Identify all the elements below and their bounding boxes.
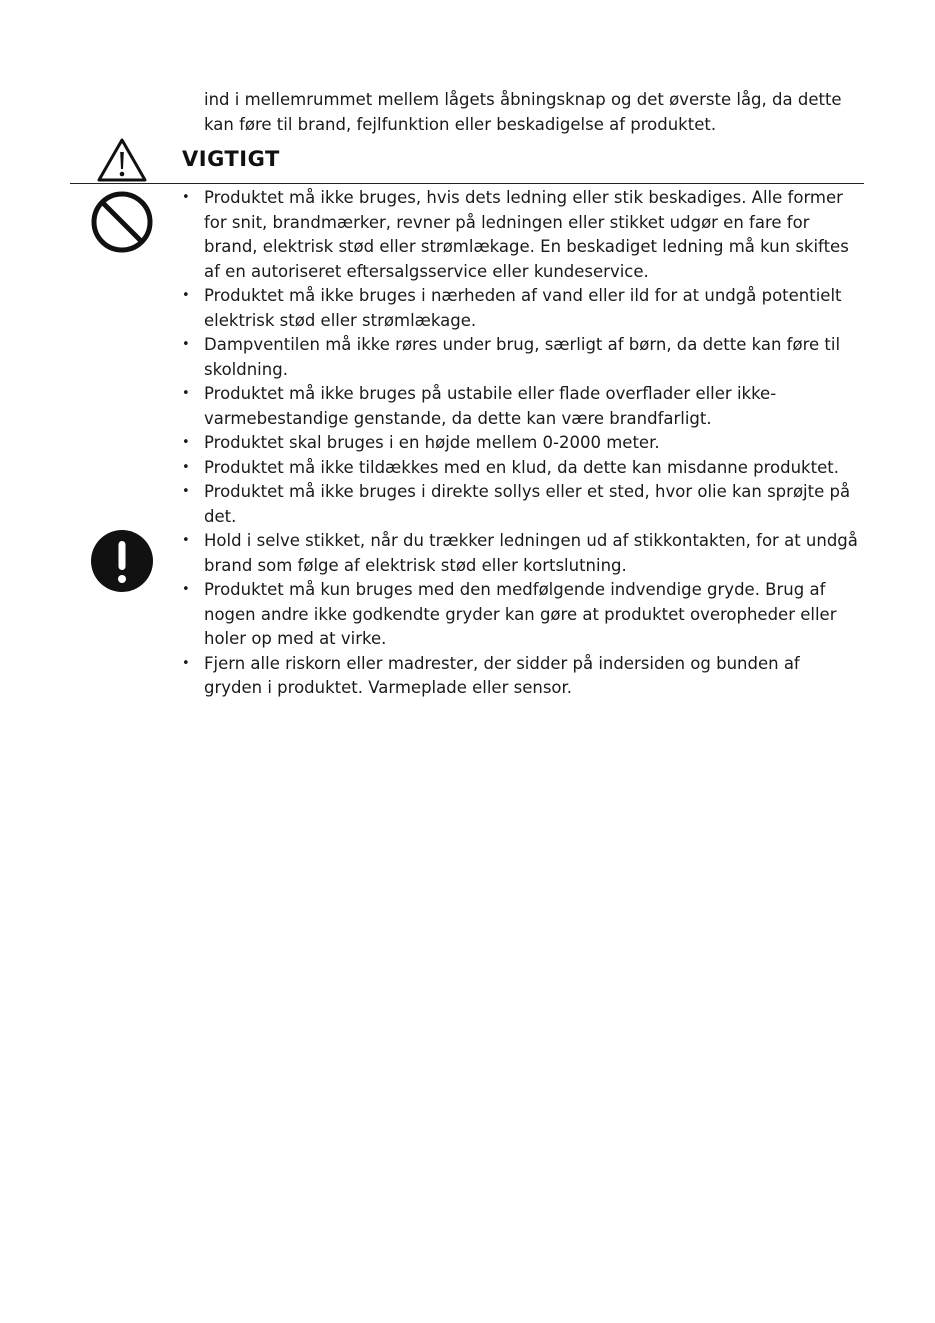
intro-text: ind i mellemrummet mellem lågets åbningsknap og det øverste låg, da dette kan føre til brand, fejlfunktion eller beskadigelse af produktet. — [204, 90, 842, 134]
prohibition-icon — [90, 190, 154, 254]
bullet: • — [182, 582, 190, 597]
list-item-text: Produktet må ikke bruges i direkte sollys eller et sted, hvor olie kan sprøjte på det. — [204, 482, 851, 526]
bullet: • — [182, 655, 190, 671]
list-item-text: Produktet må ikke bruges på ustabile eller flade overflader eller ikke-varmebestandige genstande, da dette kan være brandfarligt. — [204, 384, 777, 428]
list-item — [182, 456, 862, 481]
list-item-text: Produktet må kun bruges med den medfølgende indvendige gryde. Brug af nogen andre ikke godkendte gryder kan gøre at produktet overopheder eller holer op med at virke. — [204, 580, 837, 648]
list-item-text: Produktet må ikke bruges i nærheden af vand eller ild for at undgå potentielt elektrisk stød eller strømlækage. — [204, 286, 842, 330]
bullet: • — [182, 459, 190, 475]
section-heading: VIGTIGT — [182, 147, 280, 171]
heading-divider — [70, 183, 864, 184]
list-item-text: Produktet skal bruges i en højde mellem 0-2000 meter. — [204, 433, 660, 452]
list-item-text: Dampventilen må ikke røres under brug, særligt af børn, da dette kan føre til skoldning. — [204, 335, 841, 379]
list-item-text: Produktet må ikke bruges, hvis dets ledning eller stik beskadiges. Alle former for snit, brandmærker, revner på ledningen eller stikket udgør en fare for brand, elektrisk stød eller strømlækage. En beskadiget ledning må kun skiftes af en autoriseret eftersalgsservice eller kundeservice. — [204, 188, 849, 281]
list-item — [182, 529, 862, 578]
list-item-text: Hold i selve stikket, når du trækker ledningen ud af stikkontakten, for at undgå brand som følge af elektrisk stød eller kortslutning. — [204, 531, 858, 575]
bullet: • — [182, 288, 190, 303]
list-item — [182, 186, 862, 284]
list-item — [182, 578, 862, 652]
list-item — [182, 652, 862, 701]
list-item — [182, 382, 862, 431]
list-item — [182, 333, 862, 382]
bullet: • — [182, 190, 190, 205]
intro-paragraph — [204, 88, 854, 137]
list-item — [182, 284, 862, 333]
bullet: • — [182, 337, 190, 352]
bullet: • — [182, 533, 190, 548]
bullet: • — [182, 435, 190, 450]
bullet: • — [182, 484, 190, 499]
list-item — [182, 431, 862, 456]
safety-list — [182, 186, 862, 701]
list-item-text: Fjern alle riskorn eller madrester, der sidder på indersiden og bunden af gryden i produktet. Varmeplade eller sensor. — [204, 653, 800, 697]
list-item — [182, 480, 862, 529]
exclamation-icon — [90, 529, 154, 593]
bullet: • — [182, 386, 190, 401]
warning-triangle-icon — [96, 137, 148, 183]
list-item-text: Produktet må ikke tildækkes med en klud, da dette kan misdanne produktet. — [204, 457, 839, 477]
